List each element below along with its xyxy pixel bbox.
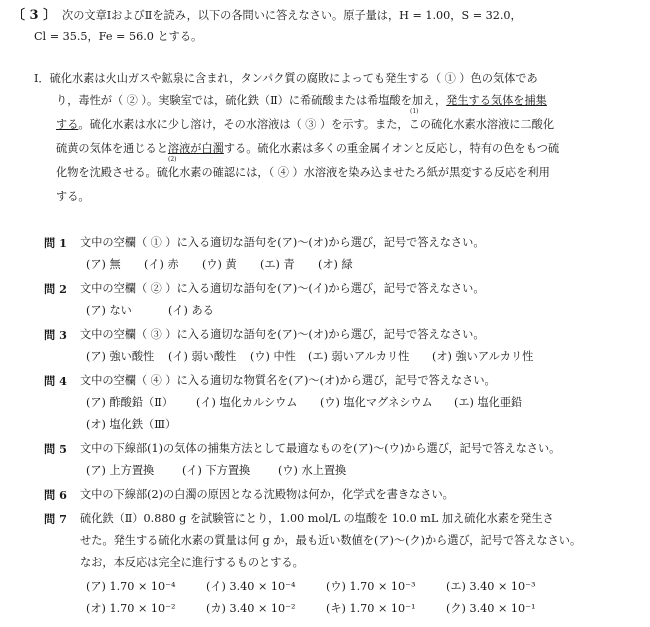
underline-1-part-a: 発生する気体を捕集 (446, 94, 547, 107)
question-text: 文中の空欄（ ① ）に入る適切な語句を(ア)〜(オ)から選び，記号で答えなさい。 (80, 236, 485, 249)
question-label: 問 4 (44, 374, 67, 388)
option-item[interactable]: (オ) 1.70 × 10⁻² (86, 602, 176, 615)
question-label: 問 6 (44, 488, 67, 502)
option-item[interactable]: (カ) 3.40 × 10⁻² (206, 602, 296, 615)
passage-text: 硫黄の気体を通じると (56, 142, 168, 155)
option-list (86, 580, 566, 595)
passage-line-3 (56, 118, 554, 133)
option-item[interactable]: (イ) 弱い酸性 (168, 350, 237, 363)
option-list (86, 304, 250, 319)
passage-line-2 (56, 94, 547, 109)
problem-number: 〔 3 〕 (12, 8, 57, 23)
question-text: なお，本反応は完全に進行するものとする。 (80, 556, 304, 569)
underline-1-part-b: する (56, 118, 79, 131)
question-text: 文中の空欄（ ④ ）に入る適切な物質名を(ア)〜(オ)から選び，記号で答えなさい。 (80, 374, 496, 387)
option-item[interactable]: (オ) 強いアルカリ性 (432, 350, 534, 363)
option-item[interactable]: (ア) 1.70 × 10⁻⁴ (86, 580, 176, 593)
option-item[interactable]: (ウ) 1.70 × 10⁻³ (326, 580, 416, 593)
option-item[interactable]: (ア) 無 (86, 258, 121, 271)
option-item[interactable]: (イ) 3.40 × 10⁻⁴ (206, 580, 296, 593)
question-text: 文中の空欄（ ③ ）に入る適切な語句を(ア)〜(オ)から選び，記号で答えなさい。 (80, 328, 485, 341)
passage-line-5: 化物を沈殿させる。硫化水素の確認には，（ ④ ）水溶液を染み込ませたろ紙が黒変する反応を利用 (56, 166, 550, 179)
option-item[interactable]: (ウ) 中性 (250, 350, 296, 363)
option-item[interactable]: (ア) ない (86, 304, 132, 317)
option-item[interactable]: (ア) 上方置換 (86, 464, 155, 477)
option-item[interactable]: (ウ) 水上置換 (278, 464, 347, 477)
option-item[interactable]: (ウ) 塩化マグネシウム (320, 396, 433, 409)
option-item[interactable]: (イ) 赤 (144, 258, 179, 271)
option-item[interactable]: (ア) 強い酸性 (86, 350, 155, 363)
passage-text: り，毒性が（ ② ）。実験室では，硫化鉄（Ⅱ）に希硫酸または希塩酸を加え， (56, 94, 447, 107)
underline-mark-1: (1) (410, 108, 419, 115)
option-item[interactable]: (イ) 下方置換 (182, 464, 251, 477)
option-list (86, 464, 374, 479)
question-label: 問 1 (44, 236, 67, 250)
option-item[interactable]: (エ) 3.40 × 10⁻³ (446, 580, 536, 593)
option-item[interactable]: (エ) 塩化亜鉛 (454, 396, 523, 409)
option-item[interactable]: (オ) 塩化鉄（Ⅲ） (86, 418, 177, 431)
option-item[interactable]: (オ) 緑 (318, 258, 353, 271)
option-item[interactable]: (エ) 青 (260, 258, 295, 271)
question-text: 文中の下線部(1)の気体の捕集方法として最適なものを(ア)〜(ウ)から選び，記号で答えなさい。 (80, 442, 561, 455)
option-list (86, 418, 176, 433)
question-text: 文中の下線部(2)の白濁の原因となる沈殿物は何か，化学式を書きなさい。 (80, 488, 454, 501)
question-label: 問 7 (44, 512, 67, 526)
question-text: せた。発生する硫化水素の質量は何 g か，最も近い数値を(ア)〜(ク)から選び，記号で答えなさい。 (80, 534, 582, 547)
question-label: 問 2 (44, 282, 67, 296)
question-label: 問 3 (44, 328, 67, 342)
option-list (86, 602, 566, 617)
option-item[interactable]: (ク) 3.40 × 10⁻¹ (446, 602, 536, 615)
intro-line-1: 次の文章ⅠおよびⅡを読み，以下の各問いに答えなさい。原子量は，H = 1.00，S = 32.0， (62, 9, 522, 22)
underline-2: 溶液が白濁 (167, 142, 224, 155)
option-list (86, 350, 542, 365)
passage-line-4 (56, 142, 559, 157)
question-label: 問 5 (44, 442, 67, 456)
option-item[interactable]: (ウ) 黄 (202, 258, 237, 271)
option-item[interactable]: (キ) 1.70 × 10⁻¹ (326, 602, 416, 615)
passage-line-6: する。 (56, 190, 90, 203)
intro-line-2: Cl = 35.5，Fe = 56.0 とする。 (34, 30, 203, 43)
underline-mark-2: (2) (168, 156, 177, 163)
passage-text: 。硫化水素は水に少し溶け，その水溶液は（ ③ ）を示す。また，この硫化水素水溶液に二酸化 (78, 118, 555, 131)
option-item[interactable]: (イ) 塩化カルシウム (196, 396, 298, 409)
option-list (86, 396, 554, 411)
passage-line-1: Ⅰ．硫化水素は火山ガスや鉱泉に含まれ，タンパク質の腐敗によっても発生する（ ① ）色の気体であ (34, 72, 538, 85)
passage-text: する。硫化水素は多くの重金属イオンと反応し，特有の色をもつ硫 (223, 142, 560, 155)
question-text: 硫化鉄（Ⅱ）0.880 g を試験管にとり，1.00 mol/L の塩酸を 10.0 mL 加え硫化水素を発生さ (80, 512, 554, 525)
option-item[interactable]: (ア) 酢酸鉛（Ⅱ） (86, 396, 174, 409)
option-item[interactable]: (イ) ある (168, 304, 214, 317)
option-list (86, 258, 376, 273)
option-item[interactable]: (エ) 弱いアルカリ性 (308, 350, 410, 363)
question-text: 文中の空欄（ ② ）に入る適切な語句を(ア)〜(イ)から選び，記号で答えなさい。 (80, 282, 485, 295)
